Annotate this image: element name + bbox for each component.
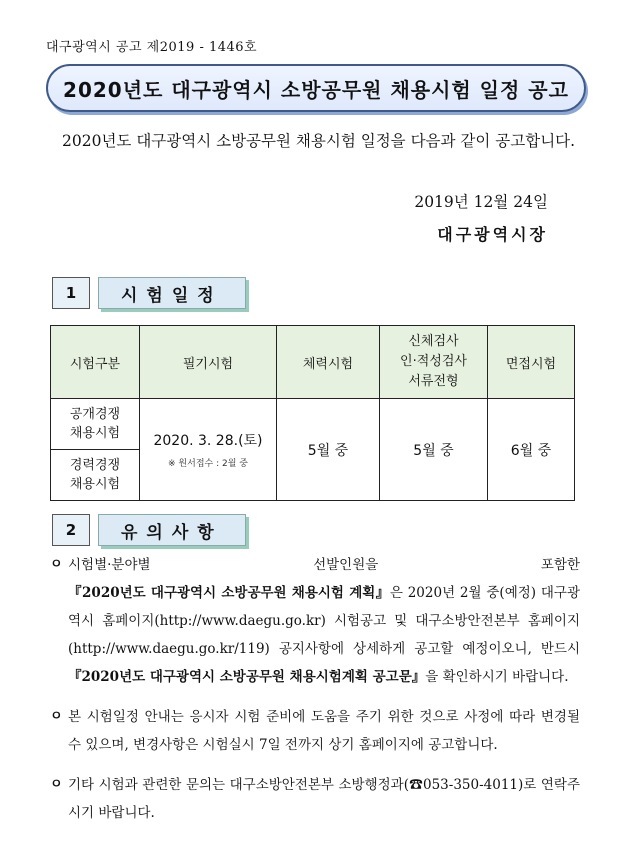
document-number: 대구광역시 공고 제2019 - 1446호 (46, 40, 258, 55)
section-number: 1 (52, 277, 90, 309)
section-label: 시험일정 (98, 277, 246, 309)
header-written: 필기시험 (140, 326, 277, 399)
section-label: 유의사항 (98, 514, 246, 546)
bullet-icon: ㅇ (50, 557, 63, 572)
list-item (50, 703, 580, 759)
table-row (51, 399, 575, 450)
table-header-row (51, 326, 575, 399)
plan-title-emphasis: 『2020년도 대구광역시 소방공무원 채용시험 계획』 (68, 585, 390, 601)
category-career: 경력경쟁 채용시험 (51, 450, 140, 501)
schedule-table (50, 325, 575, 501)
note-text (68, 551, 580, 691)
section-number: 2 (52, 514, 90, 546)
note-text: 본 시험일정 안내는 응시자 시험 준비에 도움을 주기 위한 것으로 사정에 따라 변경될 수 있으며, 변경사항은 시험실시 7일 전까지 상기 홈페이지에 공고합니다. (68, 709, 580, 753)
announcement-date: 2019년 12월 24일 (414, 193, 548, 211)
note-text: 기타 시험과 관련한 문의는 대구소방안전본부 소방행정과(☎053-350-4011)로 연락주시기 바랍니다. (68, 777, 580, 821)
header-category: 시험구분 (51, 326, 140, 399)
note-text-part: 시험별·분야별 선발인원을 포함한 (68, 557, 580, 573)
header-fitness: 체력시험 (277, 326, 380, 399)
physical-exam: 5월 중 (380, 399, 488, 501)
list-item (50, 551, 580, 691)
interview-exam: 6월 중 (488, 399, 575, 501)
bullet-icon: ㅇ (50, 777, 63, 792)
header-interview: 면접시험 (488, 326, 575, 399)
list-item (50, 771, 580, 827)
category-open: 공개경쟁 채용시험 (51, 399, 140, 450)
note-text-part: 을 확인하시기 바랍니다. (425, 669, 569, 685)
intro-paragraph: 2020년도 대구광역시 소방공무원 채용시험 일정을 다음과 같이 공고합니다. (62, 132, 576, 150)
written-exam-date: 2020. 3. 28.(토) (153, 433, 263, 449)
application-note: ※ 원서접수 : 2월 중 (168, 459, 248, 469)
page-title: 2020년도 대구광역시 소방공무원 채용시험 일정 공고 (63, 77, 569, 102)
fitness-exam: 5월 중 (277, 399, 380, 501)
section-heading-notes (52, 514, 246, 546)
section-heading-schedule (52, 277, 246, 309)
notes-list (50, 551, 580, 839)
note-text-part: 은 2020년 2월 중(예정) 대구광역시 홈페이지(http://www.daegu.go.kr) 시험공고 및 대구소방안전본부 홈페이지(http://www.daegu.go.kr/119) 공지사항에 상세하게 공고할 예정이오니, 반드시 (68, 585, 580, 657)
bullet-icon: ㅇ (50, 709, 63, 724)
issuer: 대구광역시장 (437, 225, 548, 244)
header-physical: 신체검사 인·적성검사 서류전형 (380, 326, 488, 399)
written-exam-cell (140, 399, 277, 501)
notice-title-emphasis: 『2020년도 대구광역시 소방공무원 채용시험계획 공고문』 (68, 669, 426, 685)
title-banner (46, 64, 586, 112)
